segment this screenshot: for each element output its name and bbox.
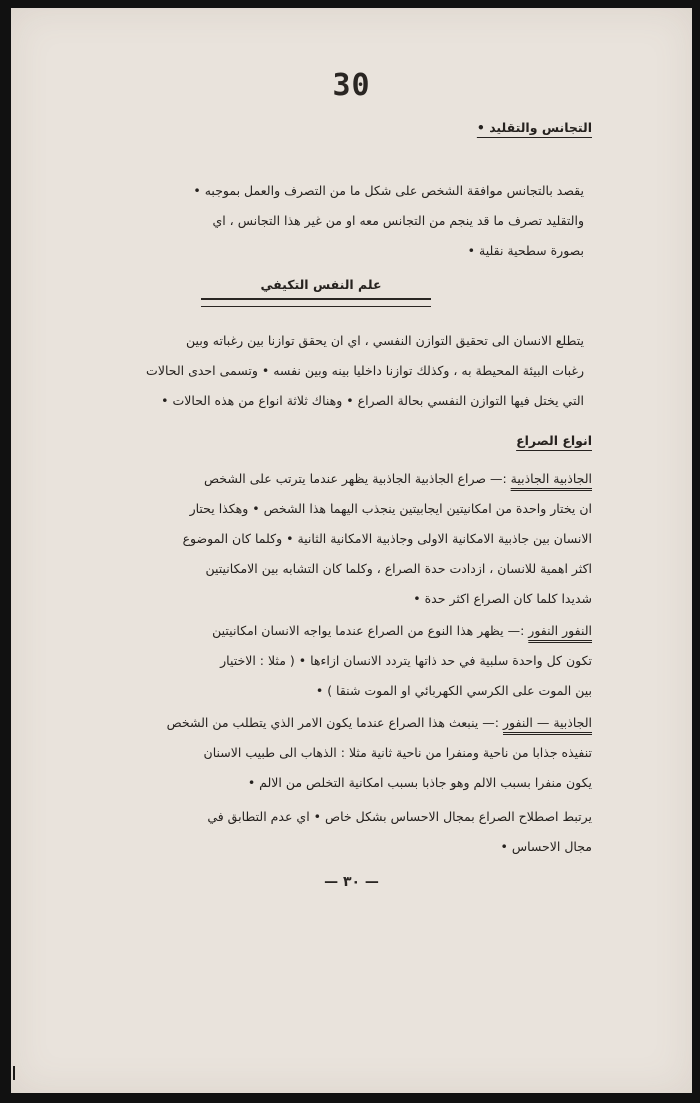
paragraph-line: تكون كل واحدة سلبية في حد ذاتها يتردد الانسان ازاءها • ( مثلا : الاختيار <box>220 653 592 668</box>
conflict-item-3-first-line <box>167 708 592 738</box>
paragraph-line: يقصد بالتجانس موافقة الشخص على شكل ما من التصرف والعمل بموجبه • <box>193 183 584 198</box>
conflict-item-1-first-line <box>204 464 592 494</box>
conflict-definition-start: :— ينبعث هذا الصراع عندما يكون الامر الذي يتطلب من الشخص <box>166 715 500 730</box>
page-number-bottom: — ٣٠ — <box>324 874 379 890</box>
paragraph-line: شديدا كلما كان الصراع اكثر حدة • <box>413 591 592 606</box>
paragraph-line: مجال الاحساس • <box>500 839 592 854</box>
paragraph-line: التي يختل فيها التوازن النفسي بحالة الصراع • وهناك ثلاثة انواع من هذه الحالات • <box>161 393 584 408</box>
paragraph-line: رغبات البيئة المحيطة به ، وكذلك توازنا داخليا بينه وبين نفسه • وتسمى احدى الحالات <box>146 363 584 378</box>
paragraph-line: يكون منفرا بسبب الالم وهو جاذبا بسبب امكانية التخلص من الالم • <box>247 775 592 790</box>
margin-mark <box>13 1066 15 1080</box>
document-page <box>11 8 692 1093</box>
paragraph-line: تنفيذه جذابا من ناحية ومنفرا من ناحية ثانية مثلا : الذهاب الى طبيب الاسنان <box>203 745 592 760</box>
conflict-definition-start: :— يظهر هذا النوع من الصراع عندما يواجه الانسان امكانيتين <box>212 623 525 638</box>
conflict-item-2-first-line <box>212 616 592 646</box>
page-number-top: 30 <box>332 68 371 103</box>
paragraph-line: بصورة سطحية نقلية • <box>467 243 584 258</box>
paragraph-line: بين الموت على الكرسي الكهربائي او الموت شنقا ) • <box>315 683 592 698</box>
conflict-term: الجاذبية — النفور <box>503 715 592 730</box>
paragraph-line: اكثر اهمية للانسان ، ازدادت حدة الصراع ، وكلما كان التشابه بين الامكانيتين <box>205 561 592 576</box>
paragraph-line: والتقليد تصرف ما قد ينجم من التجانس معه او من غير هذا التجانس ، اي <box>212 213 584 228</box>
section-heading-conformity: التجانس والتقليد • <box>476 120 592 135</box>
heading-double-underline <box>201 298 431 307</box>
section-heading-adaptive-psychology: علم النفس التكيفي <box>260 277 382 292</box>
conflict-term: النفور النفور <box>528 623 592 638</box>
section-heading-conflict-types: انواع الصراع <box>516 433 592 448</box>
conflict-definition-start: :— صراع الجاذبية الجاذبية يظهر عندما يترتب على الشخص <box>203 471 507 486</box>
conflict-term: الجاذبية الجاذبية <box>510 471 592 486</box>
paragraph-line: يتطلع الانسان الى تحقيق التوازن النفسي ، اي ان يحقق توازنا بين رغباته وبين <box>186 333 584 348</box>
paragraph-line: الانسان بين جاذبية الامكانية الاولى وجاذبية الامكانية الثانية • وكلما كان الموضوع <box>182 531 592 546</box>
paragraph-line: ان يختار واحدة من امكانيتين ايجابيتين ينجذب اليهما هذا الشخص • وهكذا يحتار <box>189 501 592 516</box>
paragraph-line: يرتبط اصطلاح الصراع بمجال الاحساس بشكل خاص • اي عدم التطابق في <box>207 809 592 824</box>
